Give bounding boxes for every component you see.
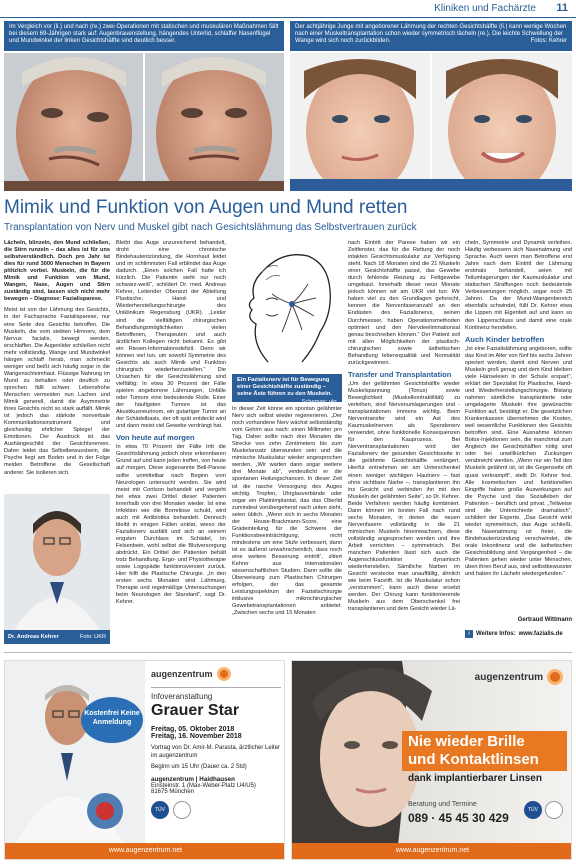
subheading-transfer: Transfer und Transplantation xyxy=(348,369,452,379)
ad-left-logo: augenzentrum xyxy=(151,667,281,681)
ad-left-content: augenzentrum Infoveranstaltung Grauer Star Freitag, 05. Oktober 2018 Freitag, 16. November 2018 Vortrag von Dr. Amir-M. Parasta, ärztlicher Leiter im augenzentrum Beginn um 15 Uhr (Dauer ca. 2 Std) augenzentrum | Haidhausen Einsteinstr. 1 (Max-Weber-Platz U4/U5) 81675 München TÜV xyxy=(151,667,281,819)
author-name: Gertraud Wittmann xyxy=(517,617,572,623)
column-4-text-b: „Um der gelähmten Gesichtshälfte wieder Muskelspannung (Tonus) sowie Beweglichkeit (Muskelkontraktilität) zu verleihen, sind Nervenumlagerungen und -transplantationen immens wichtig. Beim Nerventransfer wird ein Ast des Kaumuskelnerven als Spendenerv verwendet, ohne funktionelle Konsequenzen für den Kauprozess. Bei Nerventransplantationen wird der Fazialisnerv der gesunden Gesichtsseite in die gelähmte Gesichtshälfte verlängert. Hierfür entnehmen wir am Unterschenkel einen weniger wichtigen Hautnerv – fast ohne sichtbare Narbe –, transplantieren ihn ins Gesicht und verbinden ihn mit den Muskeln der gelähmten Seite“, so Dr. Kehrer. Beide Verfahren werden häufig kombiniert. Dann können im besten Fall nach rund sechs Monaten, in denen die neuen Nervenfasern vollständig in die 21 mimischen Muskeln hineinwachsen, diese vollständig angesprochen werden und ihre Arbeit verrichten – symmetrisch. Bei manchen Patienten lässt sich auch die Augenschlussfunktion dynamisch wiederherstellen. Sämtliche Narben im Gesicht verstecke man unauffällig, ähnlich wie beim Facelift. Ist die Muskulatur schon „verstummen“, kann auch diese ersetzt werden. Der Chirurg kann funktionierende Muskeln aus dem Oberschenkel frei transplantieren und dem Gesicht wieder Lä- xyxy=(348,380,460,613)
more-info-link[interactable]: www.fazialis.de xyxy=(518,631,563,637)
column-4 xyxy=(348,240,460,644)
iso-seal-icon xyxy=(545,801,563,819)
section-name: Kliniken und Fachärzte xyxy=(434,3,536,14)
ad-divider xyxy=(4,652,572,653)
nerve-schema-figure xyxy=(232,244,342,372)
ad-left-url[interactable]: www.augenzentrum.net xyxy=(5,843,285,859)
ad-right-subline: dank implantierbarer Linsen xyxy=(408,773,542,784)
column-2-text-b: In etwa 70 Prozent der Fälle tritt die Gesichtslähmung jedoch ohne erkennbaren Grund auf und kann jeden treffen, von heute auf morgen. Diese sogenannte Bell-Parese sollte unmittelbar nach Beginn vom Neurologen untersucht werden. Sie wird meist mit Cortison behandelt und vergeht bei etwa zwei Drittel dieser Patienten innerhalb von drei Monaten wieder. Ist eine Infektion wie die Borreliose schuld, wird auch mit Antibiotika behandelt. Dennoch bleibt in einigen Fällen unklar, wieso der Fazialisnerv ausfällt und sich an seinem engsten Durchlass im Schädel, im Felsenbein, wohl selbst die Blutversorgung abdrückt. Ein Drittel der Patienten behält trotz Behandlung. Ergo- und Physiotherapie sowie Logopädie funktionsversiert zurück. Hier hilft die Plastische Chirurgie. „In den ersten sechs Monaten sind Lähmung, Therapie und regelmäßige Untersuchungen beim Neurologen der Standard“, sagt Dr. Kehrer. xyxy=(116,444,226,606)
column-5 xyxy=(465,240,572,616)
page-number: 11 xyxy=(556,2,568,14)
portrait-caption: Dr. Andreas Kehrer Foto: UKR xyxy=(4,630,110,644)
photo-elderly-before-after xyxy=(4,53,284,191)
page-header xyxy=(0,0,576,18)
photo-caption-right: Der achtjährige Junge mit angeborener Lähmung der rechten Gesichtshälfte (li.) kann wenige Wochen nach einer Muskeltransplantation schon wieder symmetrisch lächeln (re.). Die leichte Schwellung der Wange wird sich noch zurückbilden. Fotos: Kehrer xyxy=(290,21,572,51)
ad-left-headline: Grauer Star xyxy=(151,702,240,719)
tuv-seal-icon: TÜV xyxy=(151,801,169,819)
iso-seal-icon xyxy=(173,801,191,819)
ad-grauer-star xyxy=(4,660,285,860)
photo-child-before-after xyxy=(290,53,572,191)
ad-right-logo: augenzentrum xyxy=(475,669,563,685)
column-5-text: cheln, Symmetrie und Dynamik verleihen. Häufig verbessern sich Nasenatmung und Sprache. Auch wenn man Betroffene erst Jahre nach dem Eintritt der Lähmung erstmals behandelt, seien mit Teilumlagerungen der Kaumuskulatur und statischen Straffungen noch bedeutende Verbesserungen möglich, sogar noch 25 Jahren. Da der Mund-Wangenbereich ebenfalls schwindet, füllt Dr. Kehrer etwa die Lippen mit Eigenfett auf und kann so den Lippenschluss und damit eine orale Kontinenz herstellen. xyxy=(465,240,572,331)
info-icon: i xyxy=(465,630,473,638)
subheading-kinder: Auch Kinder betroffen xyxy=(465,334,545,344)
column-1-text: Meist ist von der Lähmung des Gesichts, in der Fachsprache Fazialisparese, nur eine Seite des Gesichts betroffen. Die Muskeln, die vom siebten Hirnnerv, dem Nervus facialis, bewegt werden, erschlaffen. Die Augenlider schließen nicht mehr vollständig, Wange und Mundwinkel hängen schlaff herab, man schmeckt weniger und beißt sich häufig sogar in die Wangenschleimhaut. Flüssige Nahrung im Mund zu behalten oder deutlich zu sprechen fällt schwer. Lebensfrohe Menschen vermeiden nun Lachen und Mimik generell, damit die Asymmetrie ihres Gesichts nicht so stark auffällt. Mimik ist jedoch das stärkste nonverbale Kommunikationsinstrument und gleichzeitig ehrlicher Spiegel der Emotionen. Der Ausdruck ist das Aushängeschild der Gesichtsnerven. Daher leidet das Selbstbewusstsein, die Psyche liegt am Boden und in der Folge meiden Betroffene die Gesellschaft anderer. Sie isolieren sich. xyxy=(4,307,110,476)
column-1 xyxy=(4,240,110,490)
more-info: i Weitere Infos: www.fazialis.de xyxy=(465,630,572,638)
eye-logo-icon xyxy=(547,669,563,685)
column-5-text-b: „Ist eine Fazialislähmung angeboren, sollte das Kind im Alter von fünf bis sechs Jahren operiert werden, damit sind Nerven und Muskeln groß genug und dem Kind bleiben viele Hänseleien in der Schule erspart“, erklärt der Spezialist für Plastische, Hand- und Wiederherstellungschirurgie. Bislang nahmen sämtliche transplantierte oder umgelagerte Muskeln ihre gewünschte Funktion auf, bestätigt er. Die gesetzlichen Krankenkassen übernehmen die Kosten, weil wesentliche Funktionen des Gesichts betroffen sind. Eine Ausnahme können Botox-Injektionen sein, die manchmal zum Angleich der Gesichtshälften nötig sind oder bei unwillkürlichen Zuckungen verabreicht werden. „Wenn nur ein Teil des Muskels gelähmt ist, ist die Gegenseite oft quasi verkrampft“, stellt Dr. Kehrer fest. Alle kosmetischen und funktionellen Eingriffe haben große Auswirkungen auf die Psyche und das Sozialleben der Patienten – beruflich und privat. „Teilweise sind die Unterschiede dramatisch“, schildert der Experte. „Das Gesicht wirkt wieder symmetrisch, das Auge schließt, die Nasenatmung ist freier, die Bindehautentzündung verschwindet, die orale Inkontinenz und die ästhetischen Gesichtsbildung sind Vergangenheit – die Patienten gehen wieder unter Menschen, üben ihren Beruf aus, sind selbstbewusster und haben ihr Lächeln wiedergefunden.“ xyxy=(465,345,572,578)
ad-right-phone[interactable]: 089 · 45 45 30 429 xyxy=(408,811,509,825)
column-3-text: In dieser Zeit könne ein spontan gelähmter Nerv sich selbst wieder regenerieren. „Der noch vorhandene Nerv wächst selbstständig vom Gehirn aus nach: einen Millimeter pro Tag. Daher sollte nach drei Monaten die Strecke von zehn Zentimetern bis zum Muskelansatz überwunden sein und die mimische Muskulatur wieder angesprochen werden. „Wir warten dann sogar weitere drei Monate ab“, verdeutlicht er die spontanen Heilungschancen. In dieser Zeit ist die rasche Versorgung des Auges wichtig. Tropfen, Uhrglasverbände oder sogar ein Platinimplantat, das das Oberlid zumindest vorübergehend nach unten zieht, seien üblich. „Wenn sich in sechs Monaten der House-Brackmann-Score, eine Gradeinteilung für die Schwere der Funktionsbeeinträchtigung, nicht mindestens um eine Stufe verbessert, dann ist es äußerst unwahrscheinlich, dass noch eine weitere Besserung eintritt“, zitiert Kehrer aus internationalen wissenschaftlichen Studien. Dann sollte die Überweisung zum Plastischen Chirurgen erfolgen, der das gesamte Leistungsspektrum der Fazialischirurgie inklusive mikrochirurgischer Gewebetransplantationen anbietet. „Zwischen sechs und 15 Monaten xyxy=(232,406,342,617)
column-2-text: Bleibt das Auge unzureichend behandelt, droht eine chronische Bindehautentzündung, die Hornhaut leidet und im schlimmsten Fall erblindet das Auge dadurch. „Einen solchen Fall hatte ich kürzlich. Die Patientin sieht nur noch schwarz-weiß“, schildert Dr. med. Andreas Kehrer, Leitender Oberarzt der Abteilung Plastische, Hand- und Wiederherstellungschirurgie des Uniklinikum Regensburg (UKR). „Leider sind die vielfältigen chirurgischen Behandlungsmöglichkeiten vielen Betroffenen, Therapeuten und auch ärztlichen Kollegen nicht bekannt. Es gibt ein Riesen-Informationsdefizit. Denn wir können viel tun, um sowohl Symmetrie des Gesichts als auch Mimik und Funktion chirurgisch wiederherzustellen.“ Die Ursachen für die Gesichtslähmung sind vielfältig: In etwa 30 Prozent der Fälle spielen angeborene Lähmungen, Unfälle oder Tumore eine bedeutende Rolle. Einer der häufigsten Tumore ist das Akustikusneurinom, ein gutartiger Tumor an der Schädelbasis, der oft spät entdeckt wird und dann meist viel Gewebe verdrängt hat. xyxy=(116,240,226,430)
free-badge: Kostenfrei Keine Anmeldung xyxy=(81,697,143,743)
column-4-text: nach Eintritt der Parese haben wir ein Zeitfenster, das für die Rettung der noch intakten Gesichtsmuskulatur zur Verfügung steht. Nach 18 Monaten sind die 21 Muskeln einer Gesichtshälfte passé, das Gewebe durch fehlende Reizung zu Fettgewebe umgebaut. Innerhalb dieser neun Monate jedoch können wir am UKR viel tun: Wir haben viel zu den Grundlagen geforscht, kennen die Nervenfaseranzahl an den Endästen des Fazialisnervs, seinen Durchmesser, haben Operationsmethoden optimiert und den Nervdeeliminationsal genau beschreiben können.“ Der Patient soll mit allen Möglichkeiten der plastisch-chirurgischen sowie ästhetischen Behandlung lebensqualität und Normalität zurückgewinnen. xyxy=(348,240,460,366)
article-subtitle: Transplantation von Nerv und Muskel gibt nach Gesichtslähmung das Selbstvertrauen zurück xyxy=(4,222,417,233)
ad-right-headline: Nie wieder Brille und Kontaktlinsen xyxy=(402,731,567,771)
column-2 xyxy=(116,240,226,644)
tuv-seal-icon: TÜV xyxy=(524,801,542,819)
article-title: Mimik und Funktion von Augen und Mund retten xyxy=(4,197,408,218)
ad-kontaktlinsen: augenzentrum Nie wieder Brille und Kontaktlinsen dank implantierbarer Linsen Beratung und Termine 089 · 45 45 30 429 TÜV www.augenzentrum.net xyxy=(291,660,572,860)
column-3 xyxy=(232,406,342,644)
portrait-photo xyxy=(4,494,110,644)
photo-caption-left: Im Vergleich vor (li.) und nach (re.) zwei Operationen mit statischen und muskulären Maßnahmen fällt bei diesem 69-Jährigen stark auf: Augenbrauenstellung, hängendes Unterlid, schlaffer Nasenflügel und Mundwinkel der linken Gesichtshälfte sind deutlich besser. xyxy=(4,21,284,51)
subheading-heute: Von heute auf morgen xyxy=(116,433,195,443)
article-lead: Lächeln, blinzeln, den Mund schließen, die Stirn runzeln – das alles ist für uns selbstverständlich. Doch pro Jahr ist dies für rund 3000 Menschen in Bayern plötzlich vorbei. Muskeln, die für die Mimik und Funktion von Mund, Wangen, Nase, Augen und Stirn zuständig sind, lassen sich nicht mehr bewegen – Diagnose: Fazialisparese. xyxy=(4,240,110,303)
figure-caption: Ein Fazialisnerv ist für Bewegung einer Gesichtshälfte zuständig – seine Äste führen zu den Muskeln. Schemas: ukr xyxy=(232,374,342,402)
eye-logo-icon xyxy=(217,667,231,681)
ad-right-url[interactable]: www.augenzentrum.net xyxy=(292,843,572,859)
